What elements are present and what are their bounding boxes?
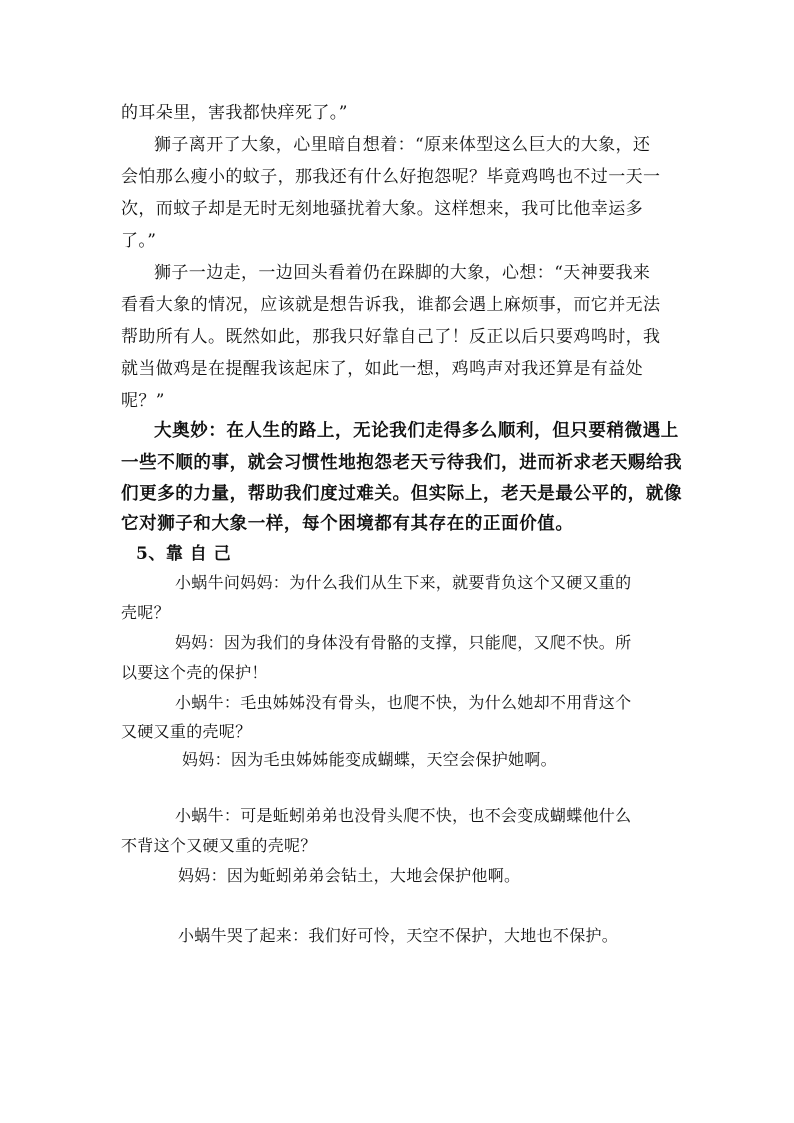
paragraph-start-line: 狮子一边走，一边回头看着仍在跺脚的大象，心想：“天神要我来 [154,263,651,283]
dialogue-line: 又硬又重的壳呢？ [121,722,252,741]
moral-line: 它对狮子和大象一样，每个困境都有其存在的正面价值。 [121,514,574,534]
dialogue-line: 小蜗牛问妈妈：为什么我们从生下来，就要背负这个又硬又重的 [175,573,632,592]
dialogue-line: 小蜗牛：可是蚯蚓弟弟也没骨头爬不快，也不会变成蝴蝶他什么 [175,806,632,825]
dialogue-line: 小蜗牛：毛虫姊姊没有骨头，也爬不快，为什么她却不用背这个 [175,693,632,712]
dialogue-line: 壳呢？ [121,603,170,622]
text-line: 帮助所有人。既然如此，那我只好靠自己了！反正以后只要鸡鸣时，我 [121,327,661,347]
moral-line: 们更多的力量，帮助我们度过难关。但实际上，老天是最公平的，就像 [121,484,683,504]
text-line: 了。” [121,231,157,251]
paragraph-start-line: 狮子离开了大象，心里暗自想着：“原来体型这么巨大的大象，还 [154,135,651,155]
text-line: 的耳朵里，害我都快痒死了。” [121,103,348,123]
dialogue-line: 妈妈：因为蚯蚓弟弟会钻土，大地会保护他啊。 [178,866,521,885]
moral-paragraph-start: 大奥妙：在人生的路上，无论我们走得多么顺利，但只要稍微遇上 [154,421,679,441]
dialogue-line: 妈妈：因为我们的身体没有骨骼的支撑，只能爬，又爬不快。所 [175,633,632,652]
dialogue-line: 以要这个壳的保护！ [121,663,268,682]
dialogue-line: 不背这个又硬又重的壳呢？ [121,836,317,855]
section-heading: 5、靠 自 己 [136,544,232,564]
text-line: 次，而蚊子却是无时无刻地骚扰着大象。这样想来，我可比他幸运多 [121,199,643,219]
dialogue-line: 妈妈：因为毛虫姊姊能变成蝴蝶，天空会保护她啊。 [182,750,557,769]
dialogue-line: 小蜗牛哭了起来：我们好可怜，天空不保护，大地也不保护。 [178,926,619,945]
text-line: 会怕那么瘦小的蚊子，那我还有什么好抱怨呢？毕竟鸡鸣也不过一天一 [121,167,661,187]
text-line: 看看大象的情况，应该就是想告诉我，谁都会遇上麻烦事，而它并无法 [121,295,661,315]
text-line: 就当做鸡是在提醒我该起床了，如此一想，鸡鸣声对我还算是有益处 [121,359,643,379]
moral-line: 一些不顺的事，就会习惯性地抱怨老天亏待我们，进而祈求老天赐给我 [121,453,683,473]
text-line: 呢？” [121,391,165,411]
